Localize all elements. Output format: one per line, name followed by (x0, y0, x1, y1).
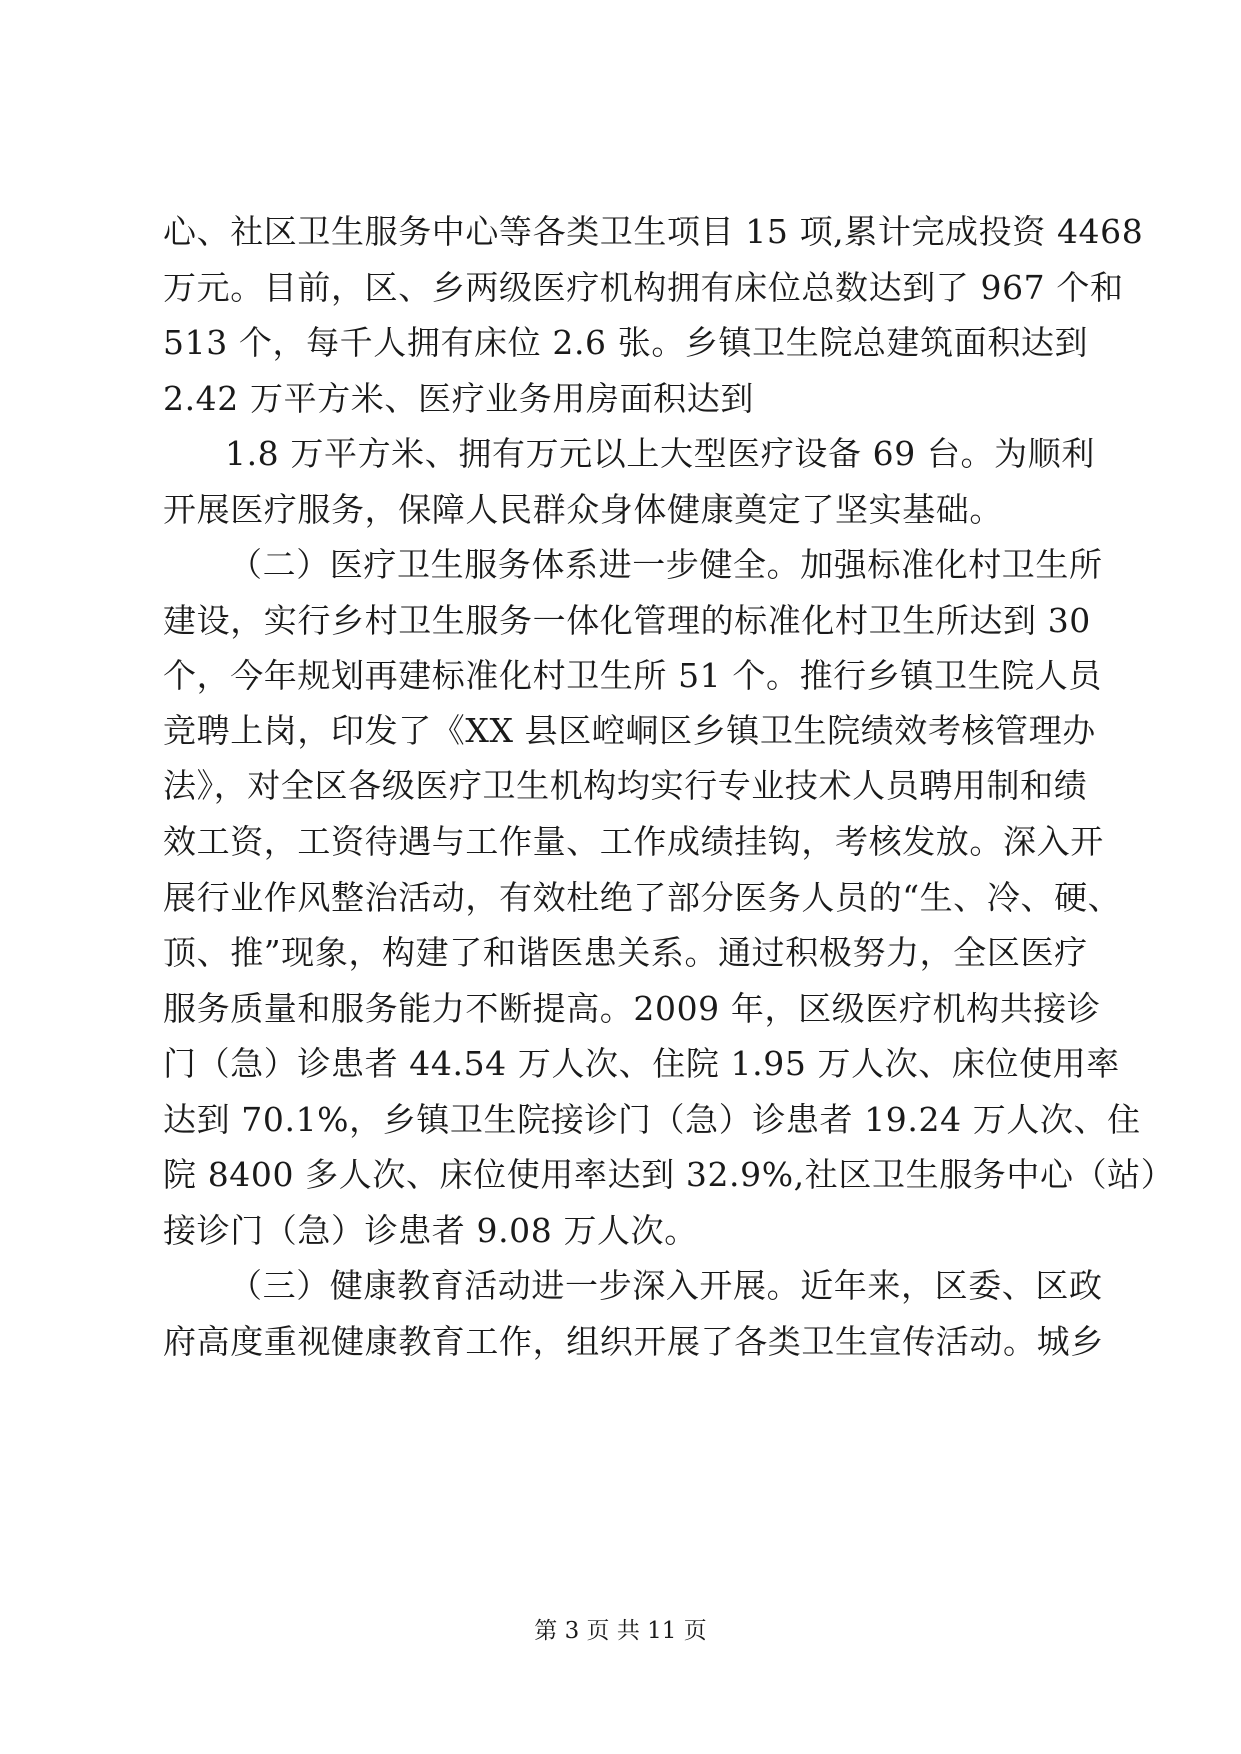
text-line: 效工资，工资待遇与工作量、工作成绩挂钩，考核发放。深入开 (163, 822, 1104, 861)
text-line: 接诊门（急）诊患者 9.08 万人次。 (163, 1211, 698, 1250)
text-line: 顶、推”现象，构建了和谐医患关系。通过积极努力，全区医疗 (163, 933, 1088, 972)
text-line: 竞聘上岗，印发了《XX 县区崆峒区乡镇卫生院绩效考核管理办 (163, 711, 1096, 750)
text-line: 服务质量和服务能力不断提高。2009 年，区级医疗机构共接诊 (163, 989, 1101, 1028)
text-line: 展行业作风整治活动，有效杜绝了部分医务人员的“生、冷、硬、 (163, 878, 1122, 917)
text-line: 个，今年规划再建标准化村卫生所 51 个。推行乡镇卫生院人员 (163, 656, 1102, 695)
text-line: 开展医疗服务，保障人民群众身体健康奠定了坚实基础。 (163, 490, 1003, 529)
paragraph-start-line: （二）医疗卫生服务体系进一步健全。加强标准化村卫生所 (229, 545, 1103, 584)
text-line: 2.42 万平方米、医疗业务用房面积达到 (163, 379, 754, 418)
paragraph-start-line: （三）健康教育活动进一步深入开展。近年来，区委、区政 (229, 1266, 1103, 1305)
page-number-footer: 第 3 页 共 11 页 (534, 1618, 707, 1644)
text-line: 513 个，每千人拥有床位 2.6 张。乡镇卫生院总建筑面积达到 (163, 323, 1089, 362)
paragraph-start-line: 1.8 万平方米、拥有万元以上大型医疗设备 69 台。为顺利 (225, 434, 1095, 473)
text-line: 府高度重视健康教育工作，组织开展了各类卫生宣传活动。城乡 (163, 1322, 1104, 1361)
text-line: 万元。目前，区、乡两级医疗机构拥有床位总数达到了 967 个和 (163, 268, 1124, 307)
text-line: 达到 70.1%，乡镇卫生院接诊门（急）诊患者 19.24 万人次、住 (163, 1100, 1141, 1139)
text-line: 法》，对全区各级医疗卫生机构均实行专业技术人员聘用制和绩 (163, 766, 1088, 805)
text-line: 建设，实行乡村卫生服务一体化管理的标准化村卫生所达到 30 (163, 601, 1091, 640)
text-line: 门（急）诊患者 44.54 万人次、住院 1.95 万人次、床位使用率 (163, 1044, 1120, 1083)
text-line: 心、社区卫生服务中心等各类卫生项目 15 项,累计完成投资 4468 (163, 212, 1144, 251)
text-line: 院 8400 多人次、床位使用率达到 32.9%,社区卫生服务中心（站） (163, 1155, 1175, 1194)
